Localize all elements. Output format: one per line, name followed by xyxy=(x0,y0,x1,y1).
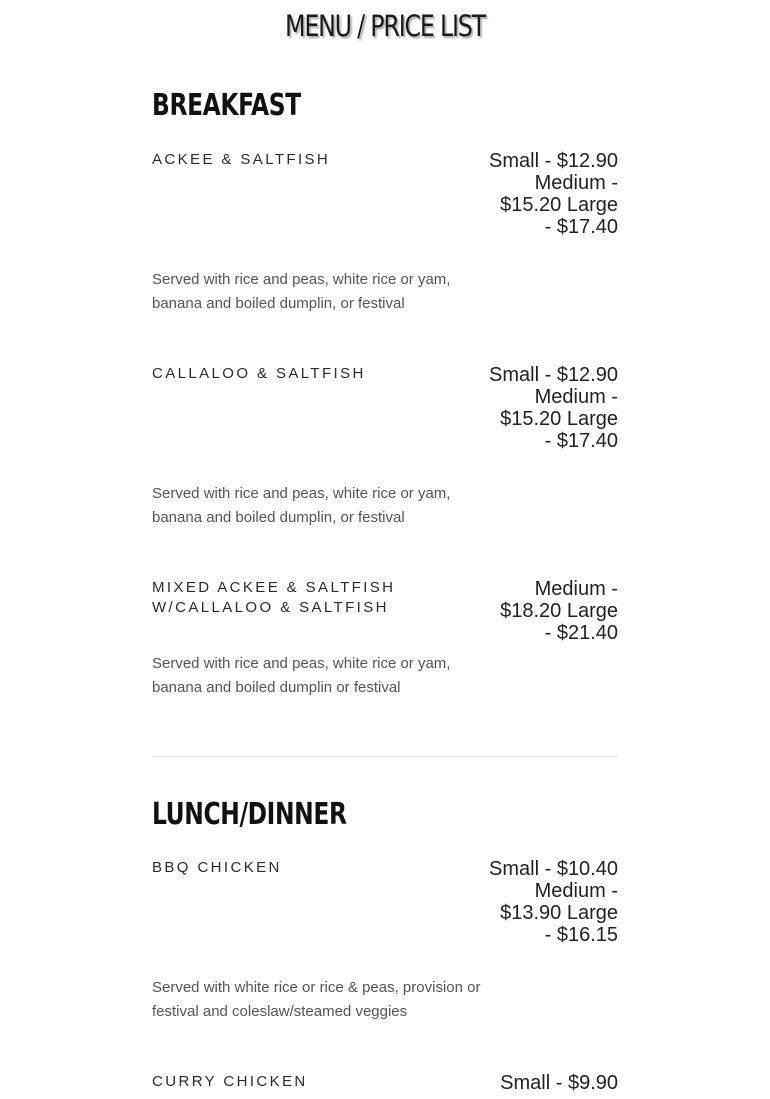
menu-item-price: Small - $10.40 Medium - $13.90 Large - $16.15 xyxy=(489,858,618,946)
menu-item-price: Small - $12.90 Medium - $15.20 Large - $17.40 xyxy=(489,364,618,452)
menu-item xyxy=(152,858,618,1028)
menu-item xyxy=(152,578,618,708)
menu-item-price: Small - $9.90 xyxy=(500,1072,618,1094)
menu-item xyxy=(152,364,618,534)
menu-item-description: Served with rice and peas, white rice or yam, banana and boiled dumplin, or festival xyxy=(152,485,451,526)
menu-item-description: Served with white rice or rice & peas, provision or festival and coleslaw/steamed veggies xyxy=(152,979,481,1020)
page-title: MENU / PRICE LIST xyxy=(285,9,485,43)
section-title-lunch-dinner: LUNCH/DINNER xyxy=(152,797,347,832)
section-title-breakfast: BREAKFAST xyxy=(152,88,301,123)
menu-item-name: MIXED ACKEE & SALTFISH W/CALLALOO & SALTFISH xyxy=(152,579,396,616)
menu-item xyxy=(152,1072,618,1099)
menu-item-price: Medium - $18.20 Large - $21.40 xyxy=(500,578,618,644)
menu-item-price: Small - $12.90 Medium - $15.20 Large - $17.40 xyxy=(489,150,618,238)
menu-item-name: BBQ CHICKEN xyxy=(152,859,282,876)
menu-item xyxy=(152,150,618,320)
section-divider xyxy=(152,756,618,757)
menu-item-name: ACKEE & SALTFISH xyxy=(152,151,331,168)
menu-item-description: Served with rice and peas, white rice or yam, banana and boiled dumplin or festival xyxy=(152,655,451,696)
menu-item-description: Served with rice and peas, white rice or yam, banana and boiled dumplin, or festival xyxy=(152,271,451,312)
menu-item-name: CALLALOO & SALTFISH xyxy=(152,365,366,382)
menu-item-name: CURRY CHICKEN xyxy=(152,1073,308,1090)
